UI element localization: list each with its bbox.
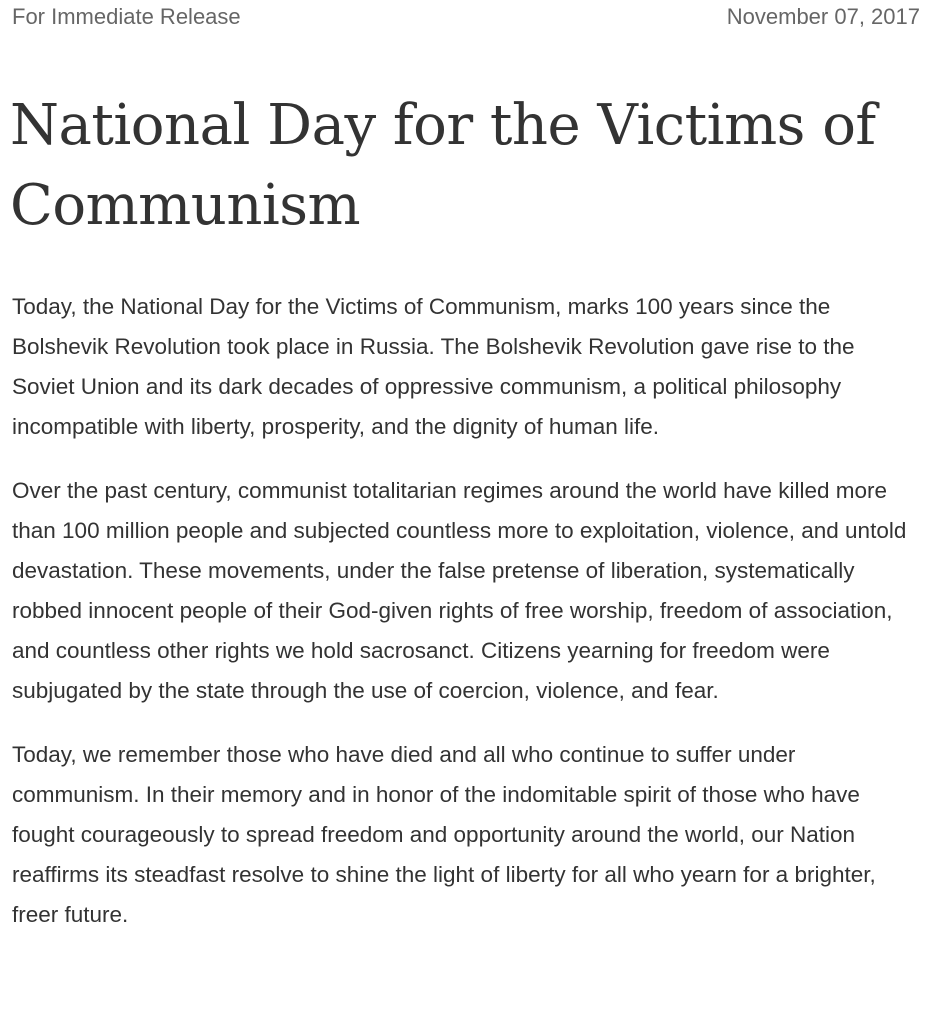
paragraph-1: Today, the National Day for the Victims of Communism, marks 100 years since the Bolshevik Revolution took place in Russia. The Bolshevik Revolution gave rise to the Soviet Union and its dark decades of oppressive communism, a political philosophy incompatible with liberty, prosperity, and the dignity of human life. [12, 294, 855, 439]
paragraph-2: Over the past century, communist totalitarian regimes around the world have killed more than 100 million people and subjected countless more to exploitation, violence, and untold devastation. These movements, under the false pretense of liberation, systematically robbed innocent people of their God-given rights of free worship, freedom of association, and countless other rights we hold sacrosanct. Citizens yearning for freedom were subjugated by the state through the use of coercion, violence, and fear. [12, 478, 907, 703]
page-title: National Day for the Victims of Communism [10, 93, 876, 238]
paragraph-3: Today, we remember those who have died and all who continue to suffer under communism. In their memory and in honor of the indomitable spirit of those who have fought courageously to spread freedom and opportunity around the world, our Nation reaffirms its steadfast resolve to shine the light of liberty for all who yearn for a brighter, freer future. [12, 742, 876, 927]
release-label: For Immediate Release [12, 4, 241, 29]
release-meta [12, 3, 920, 31]
release-date: November 07, 2017 [726, 4, 920, 29]
article-body [12, 287, 918, 959]
